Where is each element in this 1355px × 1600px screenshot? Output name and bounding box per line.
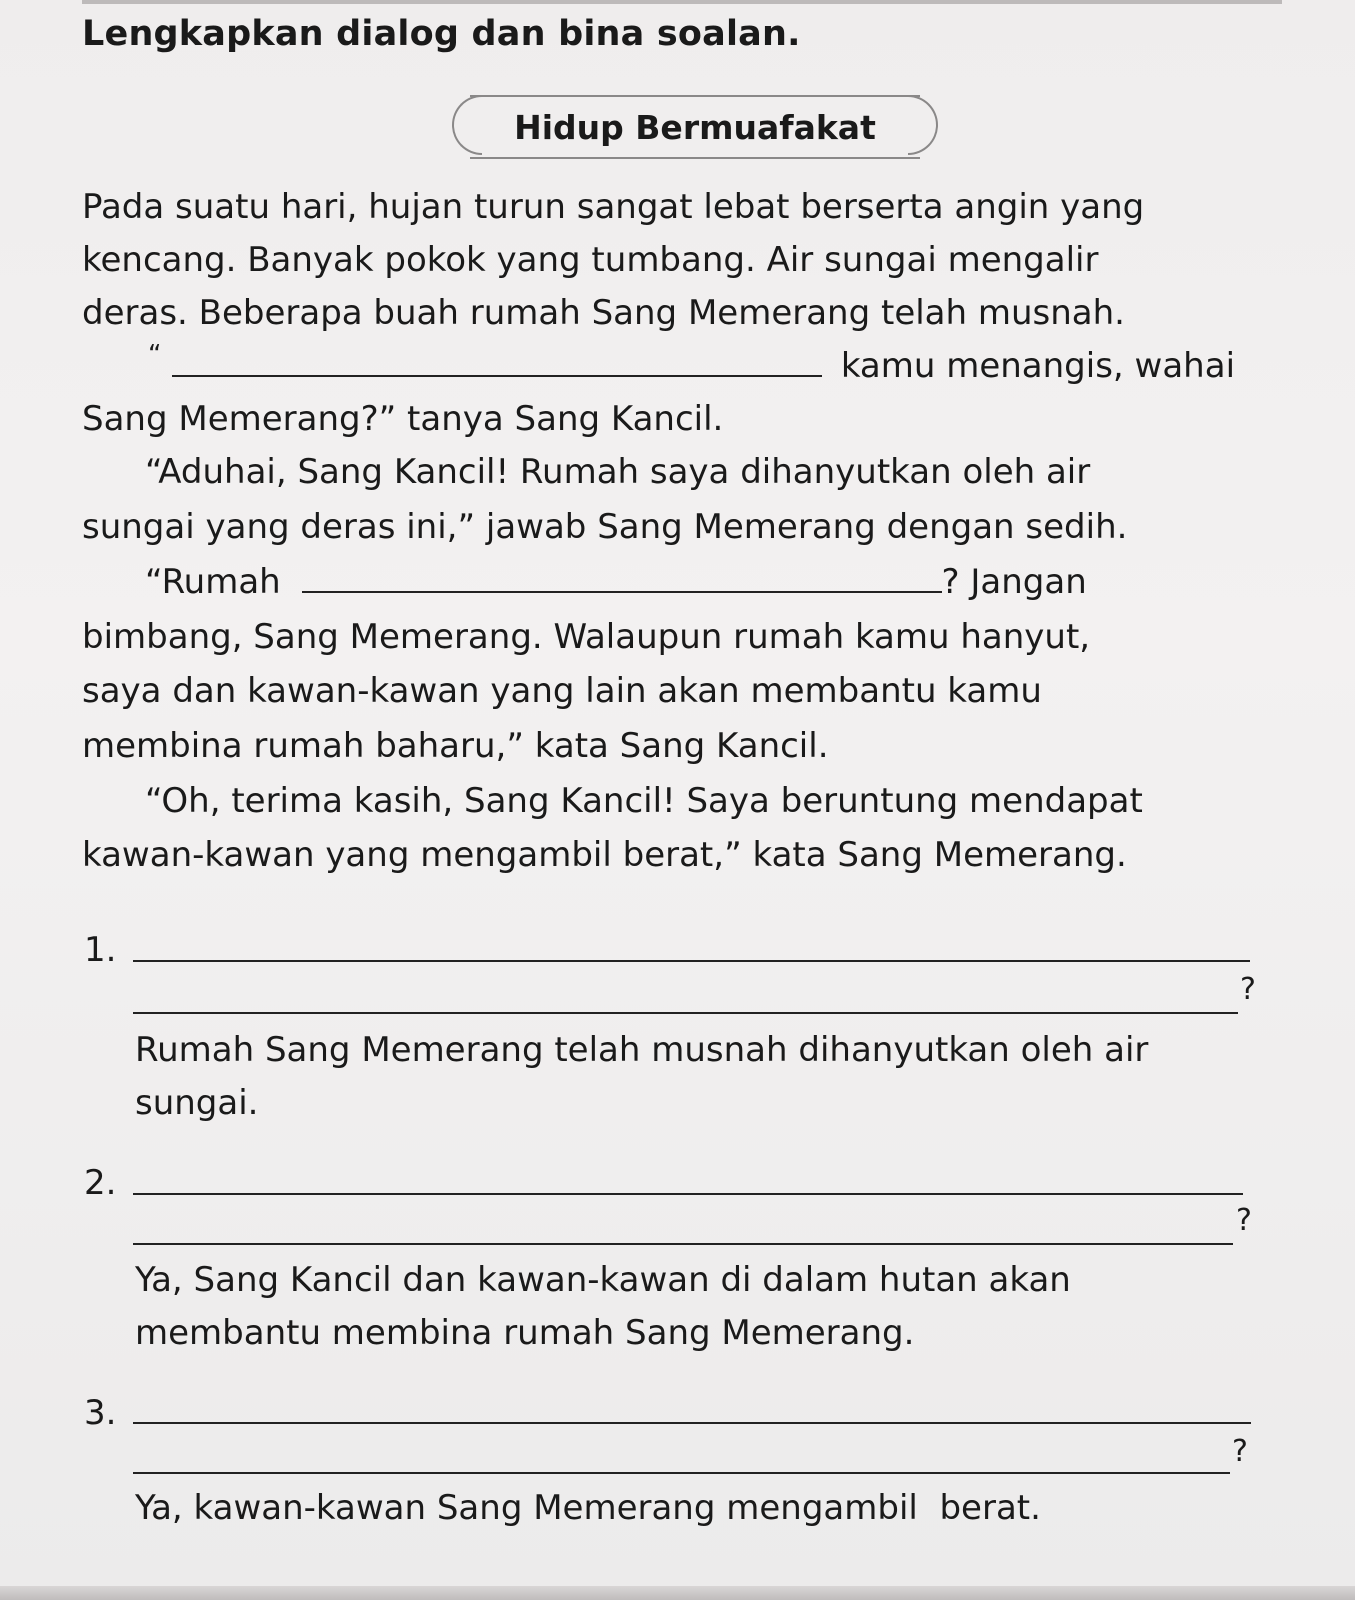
- title-banner: [470, 95, 920, 159]
- page-bottom-edge: [0, 1586, 1355, 1600]
- passage-line-13: kawan-kawan yang mengambil berat,” kata Sang Memerang.: [82, 835, 1127, 875]
- passage-line-5: Sang Memerang?” tanya Sang Kancil.: [82, 399, 724, 439]
- passage-line-2: kencang. Banyak pokok yang tumbang. Air sungai mengalir: [82, 240, 1099, 280]
- opening-quote-mark: “: [148, 340, 162, 370]
- question-2-answer-line-b[interactable]: [133, 1243, 1233, 1245]
- question-2-answer-text-1: Ya, Sang Kancil dan kawan-kawan di dalam hutan akan: [135, 1260, 1071, 1300]
- banner-right-cap: [908, 95, 938, 155]
- question-1-number: 1.: [84, 930, 117, 970]
- banner-left-cap: [452, 95, 482, 155]
- dialog-blank-2[interactable]: [302, 565, 942, 593]
- passage-line-3: deras. Beberapa buah rumah Sang Memerang telah musnah.: [82, 293, 1125, 333]
- question-3-number: 3.: [84, 1393, 117, 1433]
- question-1-answer-text-2: sungai.: [135, 1083, 259, 1123]
- question-3-answer-line-b[interactable]: [133, 1472, 1230, 1474]
- question-1-question-mark: ?: [1240, 972, 1256, 1007]
- dialog-blank-1[interactable]: [172, 349, 822, 377]
- passage-line-11: membina rumah baharu,” kata Sang Kancil.: [82, 726, 829, 766]
- top-divider: [82, 0, 1282, 4]
- question-3-question-mark: ?: [1232, 1434, 1248, 1469]
- passage-line-4: [172, 346, 1236, 386]
- question-1-answer-line-a[interactable]: [133, 960, 1250, 962]
- question-2-answer-text-2: membantu membina rumah Sang Memerang.: [135, 1313, 915, 1353]
- passage-line-8-end: ? Jangan: [941, 562, 1087, 602]
- passage-line-12: “Oh, terima kasih, Sang Kancil! Saya beruntung mendapat: [145, 781, 1143, 821]
- instruction-heading: Lengkapkan dialog dan bina soalan.: [82, 14, 801, 54]
- question-3-answer-text-1: Ya, kawan-kawan Sang Memerang mengambil berat.: [135, 1488, 1041, 1528]
- passage-line-1: Pada suatu hari, hujan turun sangat lebat berserta angin yang: [82, 187, 1145, 227]
- passage-line-9: bimbang, Sang Memerang. Walaupun rumah kamu hanyut,: [82, 617, 1091, 657]
- question-1-answer-text-1: Rumah Sang Memerang telah musnah dihanyutkan oleh air: [135, 1030, 1149, 1070]
- passage-line-8-start: “Rumah: [145, 562, 281, 602]
- passage-line-10: saya dan kawan-kawan yang lain akan membantu kamu: [82, 671, 1042, 711]
- passage-line-7: sungai yang deras ini,” jawab Sang Memerang dengan sedih.: [82, 507, 1128, 547]
- question-2-number: 2.: [84, 1163, 117, 1203]
- story-title: Hidup Bermuafakat: [514, 107, 876, 147]
- passage-line-4-text: kamu menangis, wahai: [840, 346, 1236, 386]
- passage-line-8: [145, 562, 1087, 602]
- question-3-answer-line-a[interactable]: [133, 1422, 1251, 1424]
- question-2-answer-line-a[interactable]: [133, 1193, 1243, 1195]
- question-2-question-mark: ?: [1236, 1203, 1252, 1238]
- passage-line-6: “Aduhai, Sang Kancil! Rumah saya dihanyutkan oleh air: [145, 452, 1091, 492]
- question-1-answer-line-b[interactable]: [133, 1012, 1238, 1014]
